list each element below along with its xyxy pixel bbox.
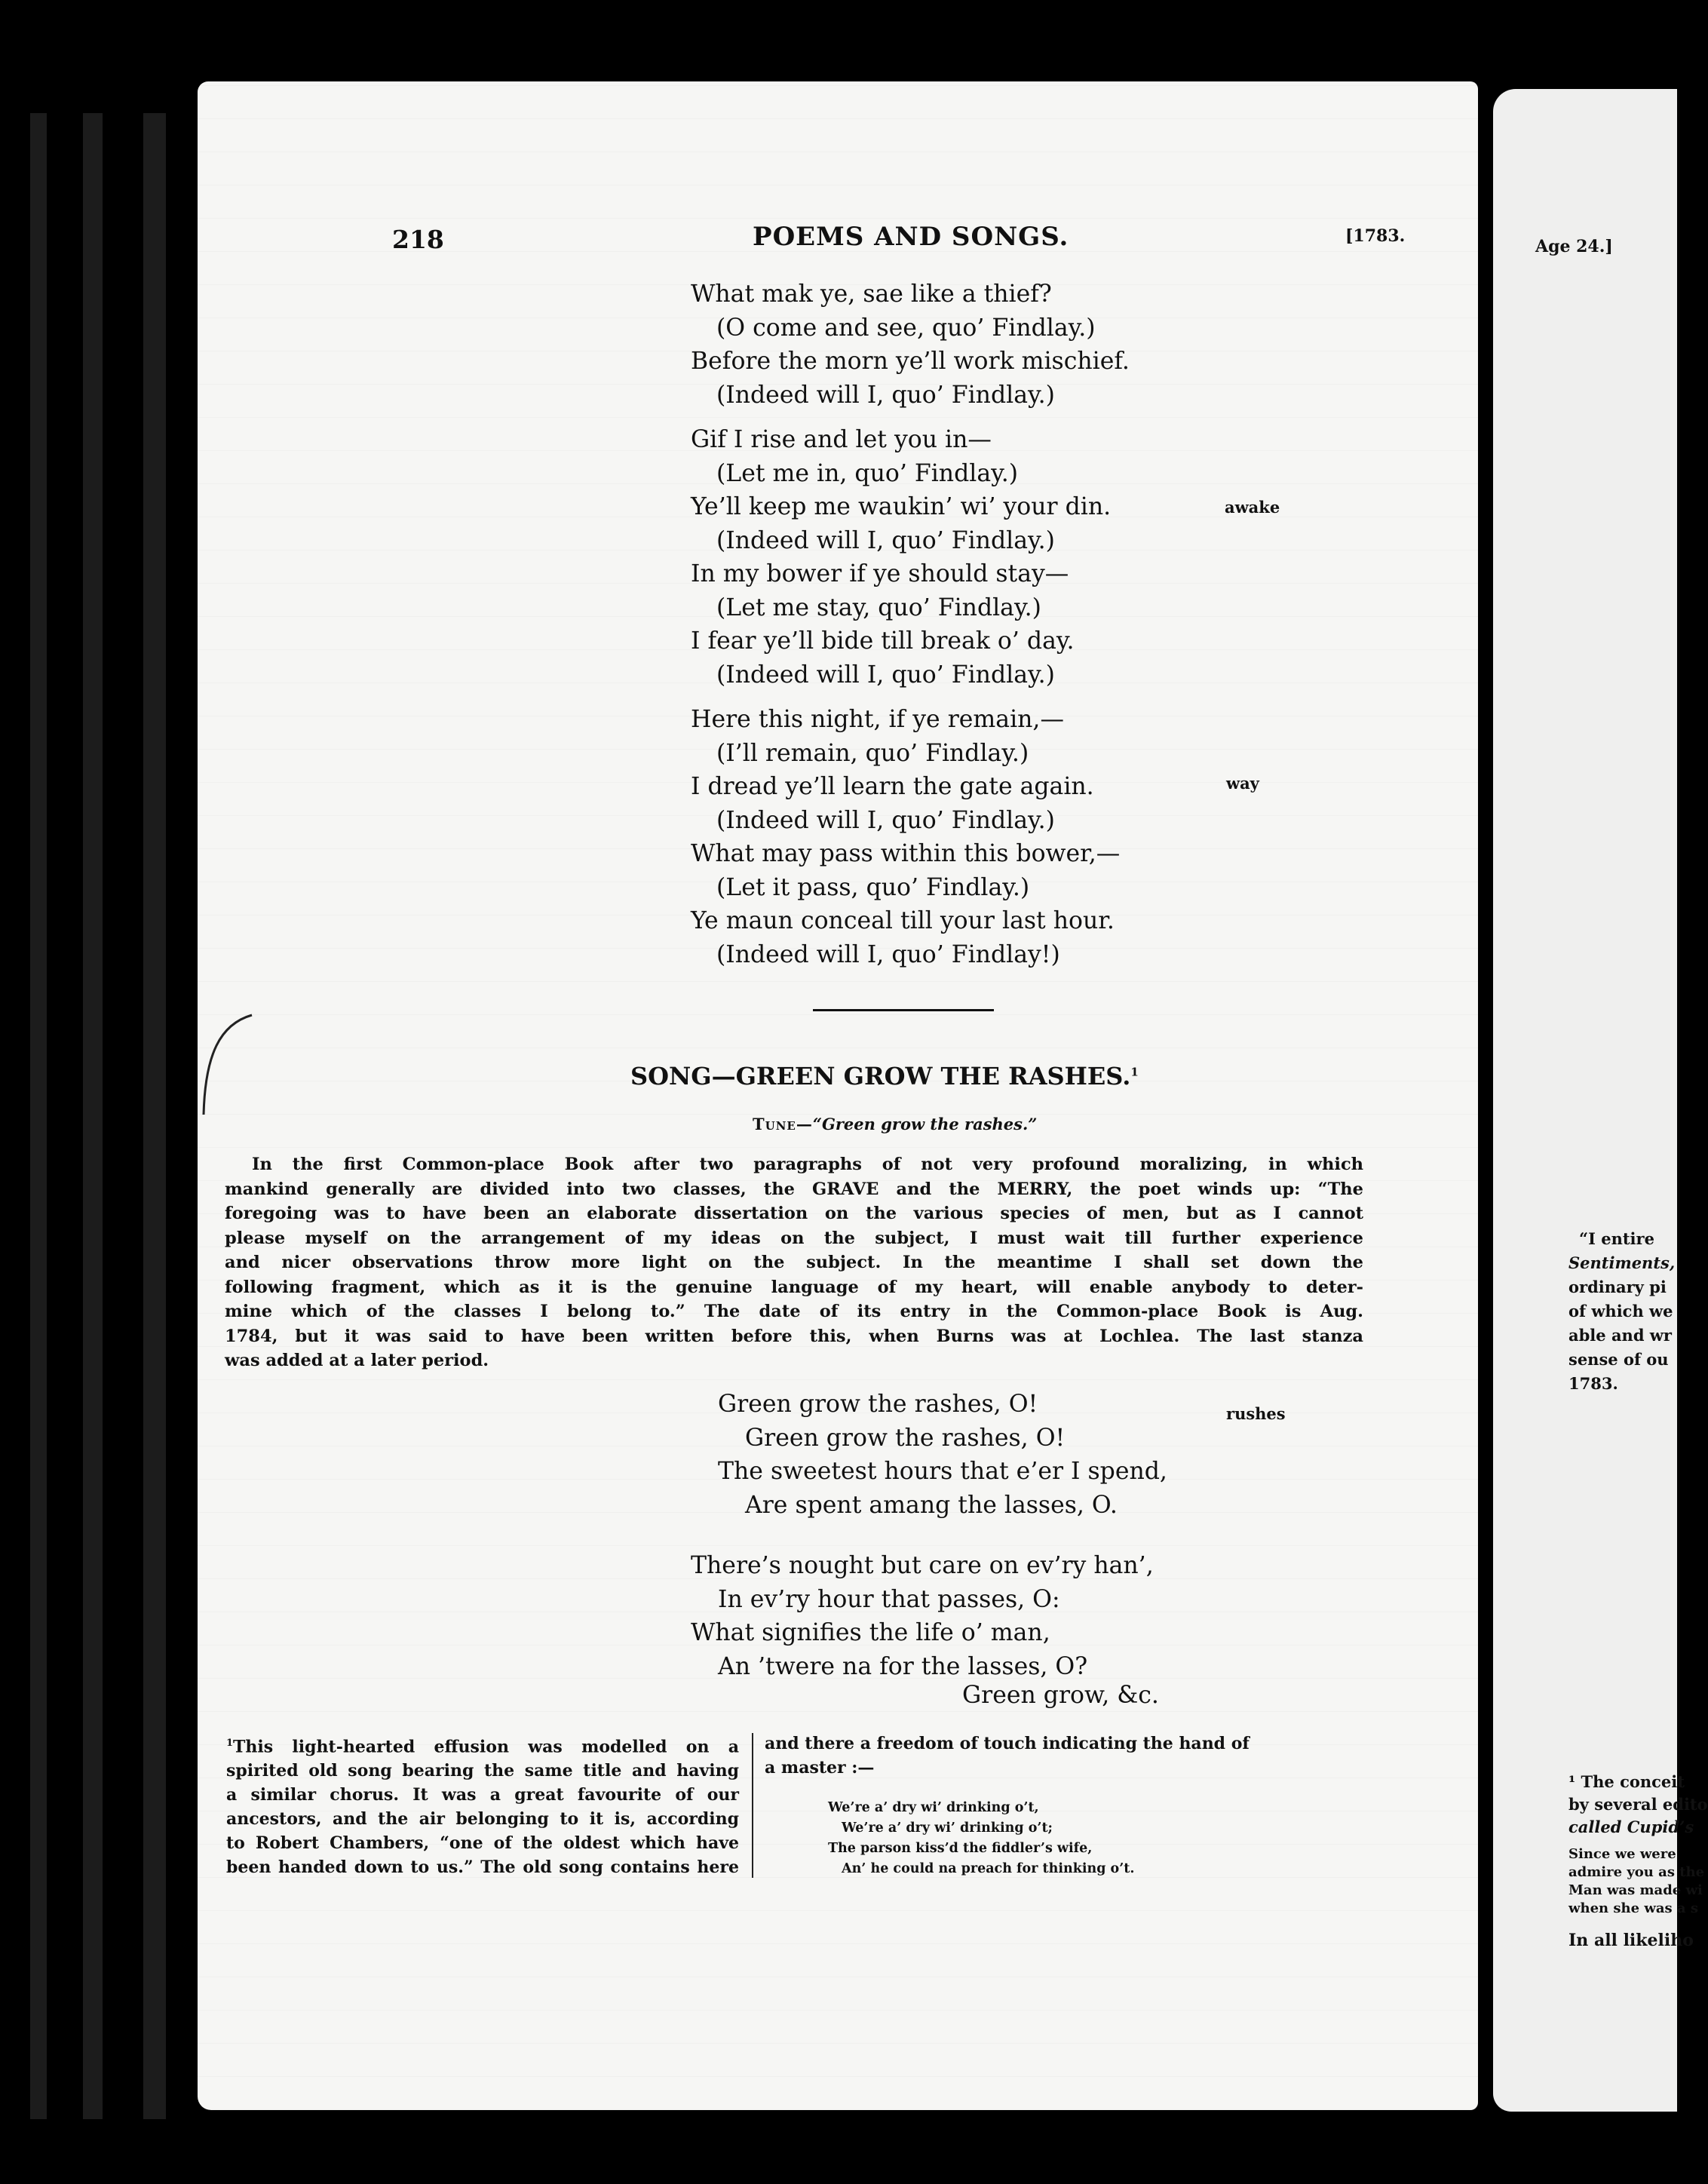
stanza [691,703,1120,971]
gloss-awake: awake [1225,498,1280,517]
verse-line: In ev’ry hour that passes, O: [718,1585,1060,1613]
quote-line: We’re a’ dry wi’ drinking o’t; [842,1821,1053,1836]
footnote-line: and there a freedom of touch indicating the hand of [765,1734,1250,1753]
verse-line: Are spent amang the lasses, O. [745,1491,1118,1519]
chorus-lines [718,1388,1167,1522]
facing-page: Age 24.] “I entire Sentiments, ordinary pi of which we able and wr sense of ou 1783. ¹ The conceit by several edito called Cupid’s Since we were admire you as the Man was made wi when she was a s In all likeliho [1493,89,1677,2112]
verse-line: Green grow the rashes, O! [745,1424,1066,1452]
footnote-ref: 1 [1130,1065,1139,1079]
gloss-way: way [1226,774,1259,793]
verse-line: (Indeed will I, quo’ Findlay.) [716,526,1055,554]
intro-line: mankind generally are divided into two classes, the GRAVE and the MERRY, the poet winds up: “The [225,1179,1363,1199]
footnote-line: ancestors, and the air belonging to it is, according [226,1809,739,1830]
book-spine-shadow [143,113,166,2119]
verse-line: (I’ll remain, quo’ Findlay.) [716,739,1029,767]
footnote-line: been handed down to us.” The old song contains here [226,1857,739,1878]
stanza [691,278,1130,412]
song-title-text: SONG—GREEN GROW THE RASHES. [630,1062,1131,1090]
footnote-text: This light-hearted effusion was modelled on a [233,1737,739,1757]
verse-line: (Indeed will I, quo’ Findlay.) [716,661,1055,689]
footnote-left-column [226,1732,739,1879]
pencil-mark [198,1009,258,1122]
tune-label: Tune— [753,1115,813,1133]
tune-name: “Green grow the rashes.” [812,1115,1038,1133]
section-divider [813,1009,994,1011]
intro-line: foregoing was to have been an elaborate dissertation on the various species of men, but as I cannot [225,1204,1363,1223]
facing-page-header: Age 24.] [1535,237,1613,256]
running-title: POEMS AND SONGS. [753,222,1069,252]
verse-line: (O come and see, quo’ Findlay.) [716,314,1096,342]
verse-line: (Indeed will I, quo’ Findlay.) [716,806,1055,834]
verse-line: The sweetest hours that e’er I spend, [718,1458,1167,1485]
verse-line: What mak ye, sae like a thief? [691,281,1052,308]
gloss-rushes: rushes [1226,1404,1286,1423]
intro-line: please myself on the arrangement of my ideas on the subject, I must wait till further experience [225,1228,1363,1248]
verse-line: Gif I rise and let you in— [691,426,992,453]
refrain: Green grow, &c. [962,1682,1159,1709]
quote-line: An’ he could na preach for thinking o’t. [842,1861,1135,1876]
footnote-line: a similar chorus. It was a great favourite of our [226,1785,739,1805]
page-number: 218 [392,225,444,254]
verse-line: What may pass within this bower,— [691,840,1121,867]
footnote-right-column [765,1732,1274,1780]
footnote-line: a master :— [765,1758,875,1778]
verse-line: In my bower if ye should stay— [691,560,1069,587]
verse-line: (Let me in, quo’ Findlay.) [716,459,1019,487]
quote-line: The parson kiss’d the fiddler’s wife, [828,1841,1093,1856]
song-title [630,1062,1139,1090]
intro-line: and nicer observations throw more light on the subject. In the meantime I shall set down the [225,1253,1363,1272]
verse-line: Ye maun conceal till your last hour. [691,907,1115,934]
tune-line [753,1115,1037,1133]
verse-line: (Indeed will I, quo’ Findlay!) [716,940,1060,968]
book-spine-shadow [30,113,47,2119]
stanza [691,423,1111,692]
verse-line: Ye’ll keep me waukin’ wi’ your din. [691,493,1112,520]
quote-line: We’re a’ dry wi’ drinking o’t, [828,1800,1039,1815]
verse-line: There’s nought but care on ev’ry han’, [691,1552,1154,1579]
footnote-quote [828,1798,1250,1879]
page-year: [1783. [1345,226,1406,246]
verse-line: (Indeed will I, quo’ Findlay.) [716,381,1055,409]
verse-line: An ’twere na for the lasses, O? [718,1652,1088,1680]
book-page [198,81,1478,2110]
verse-line: Green grow the rashes, O! [718,1391,1038,1418]
verse-line: Here this night, if ye remain,— [691,706,1064,733]
intro-line: 1784, but it was said to have been written before this, when Burns was at Lochlea. The last stanza [225,1326,1363,1346]
footnote-line: to Robert Chambers, “one of the oldest which have [226,1833,739,1854]
intro-line: In the first Common-place Book after two paragraphs of not very profound moralizing, in which [252,1155,1363,1174]
stanza-lines [691,1549,1154,1683]
footnote-line: spirited old song bearing the same title and having [226,1761,739,1781]
book-spine-shadow [83,113,103,2119]
intro-line: following fragment, which as it is the genuine language of my heart, will enable anybody to deter- [225,1277,1363,1297]
verse-line: Before the morn ye’ll work mischief. [691,348,1130,375]
verse-line: (Let it pass, quo’ Findlay.) [716,873,1030,901]
footnote-mark: 1 [226,1738,234,1749]
intro-line: mine which of the classes I belong to.” The date of its entry in the Common-place Book is Aug. [225,1302,1363,1321]
footnote-line [226,1732,739,1759]
verse-line: I dread ye’ll learn the gate again. [691,773,1094,800]
intro-line: was added at a later period. [225,1351,489,1370]
poem-findlay [691,278,1369,1047]
verse-line: What signifies the life o’ man, [691,1619,1050,1646]
intro-paragraph [225,1152,1363,1373]
verse-line: I fear ye’ll bide till break o’ day. [691,627,1075,655]
verse-line: (Let me stay, quo’ Findlay.) [716,594,1041,621]
column-divider [752,1733,753,1878]
